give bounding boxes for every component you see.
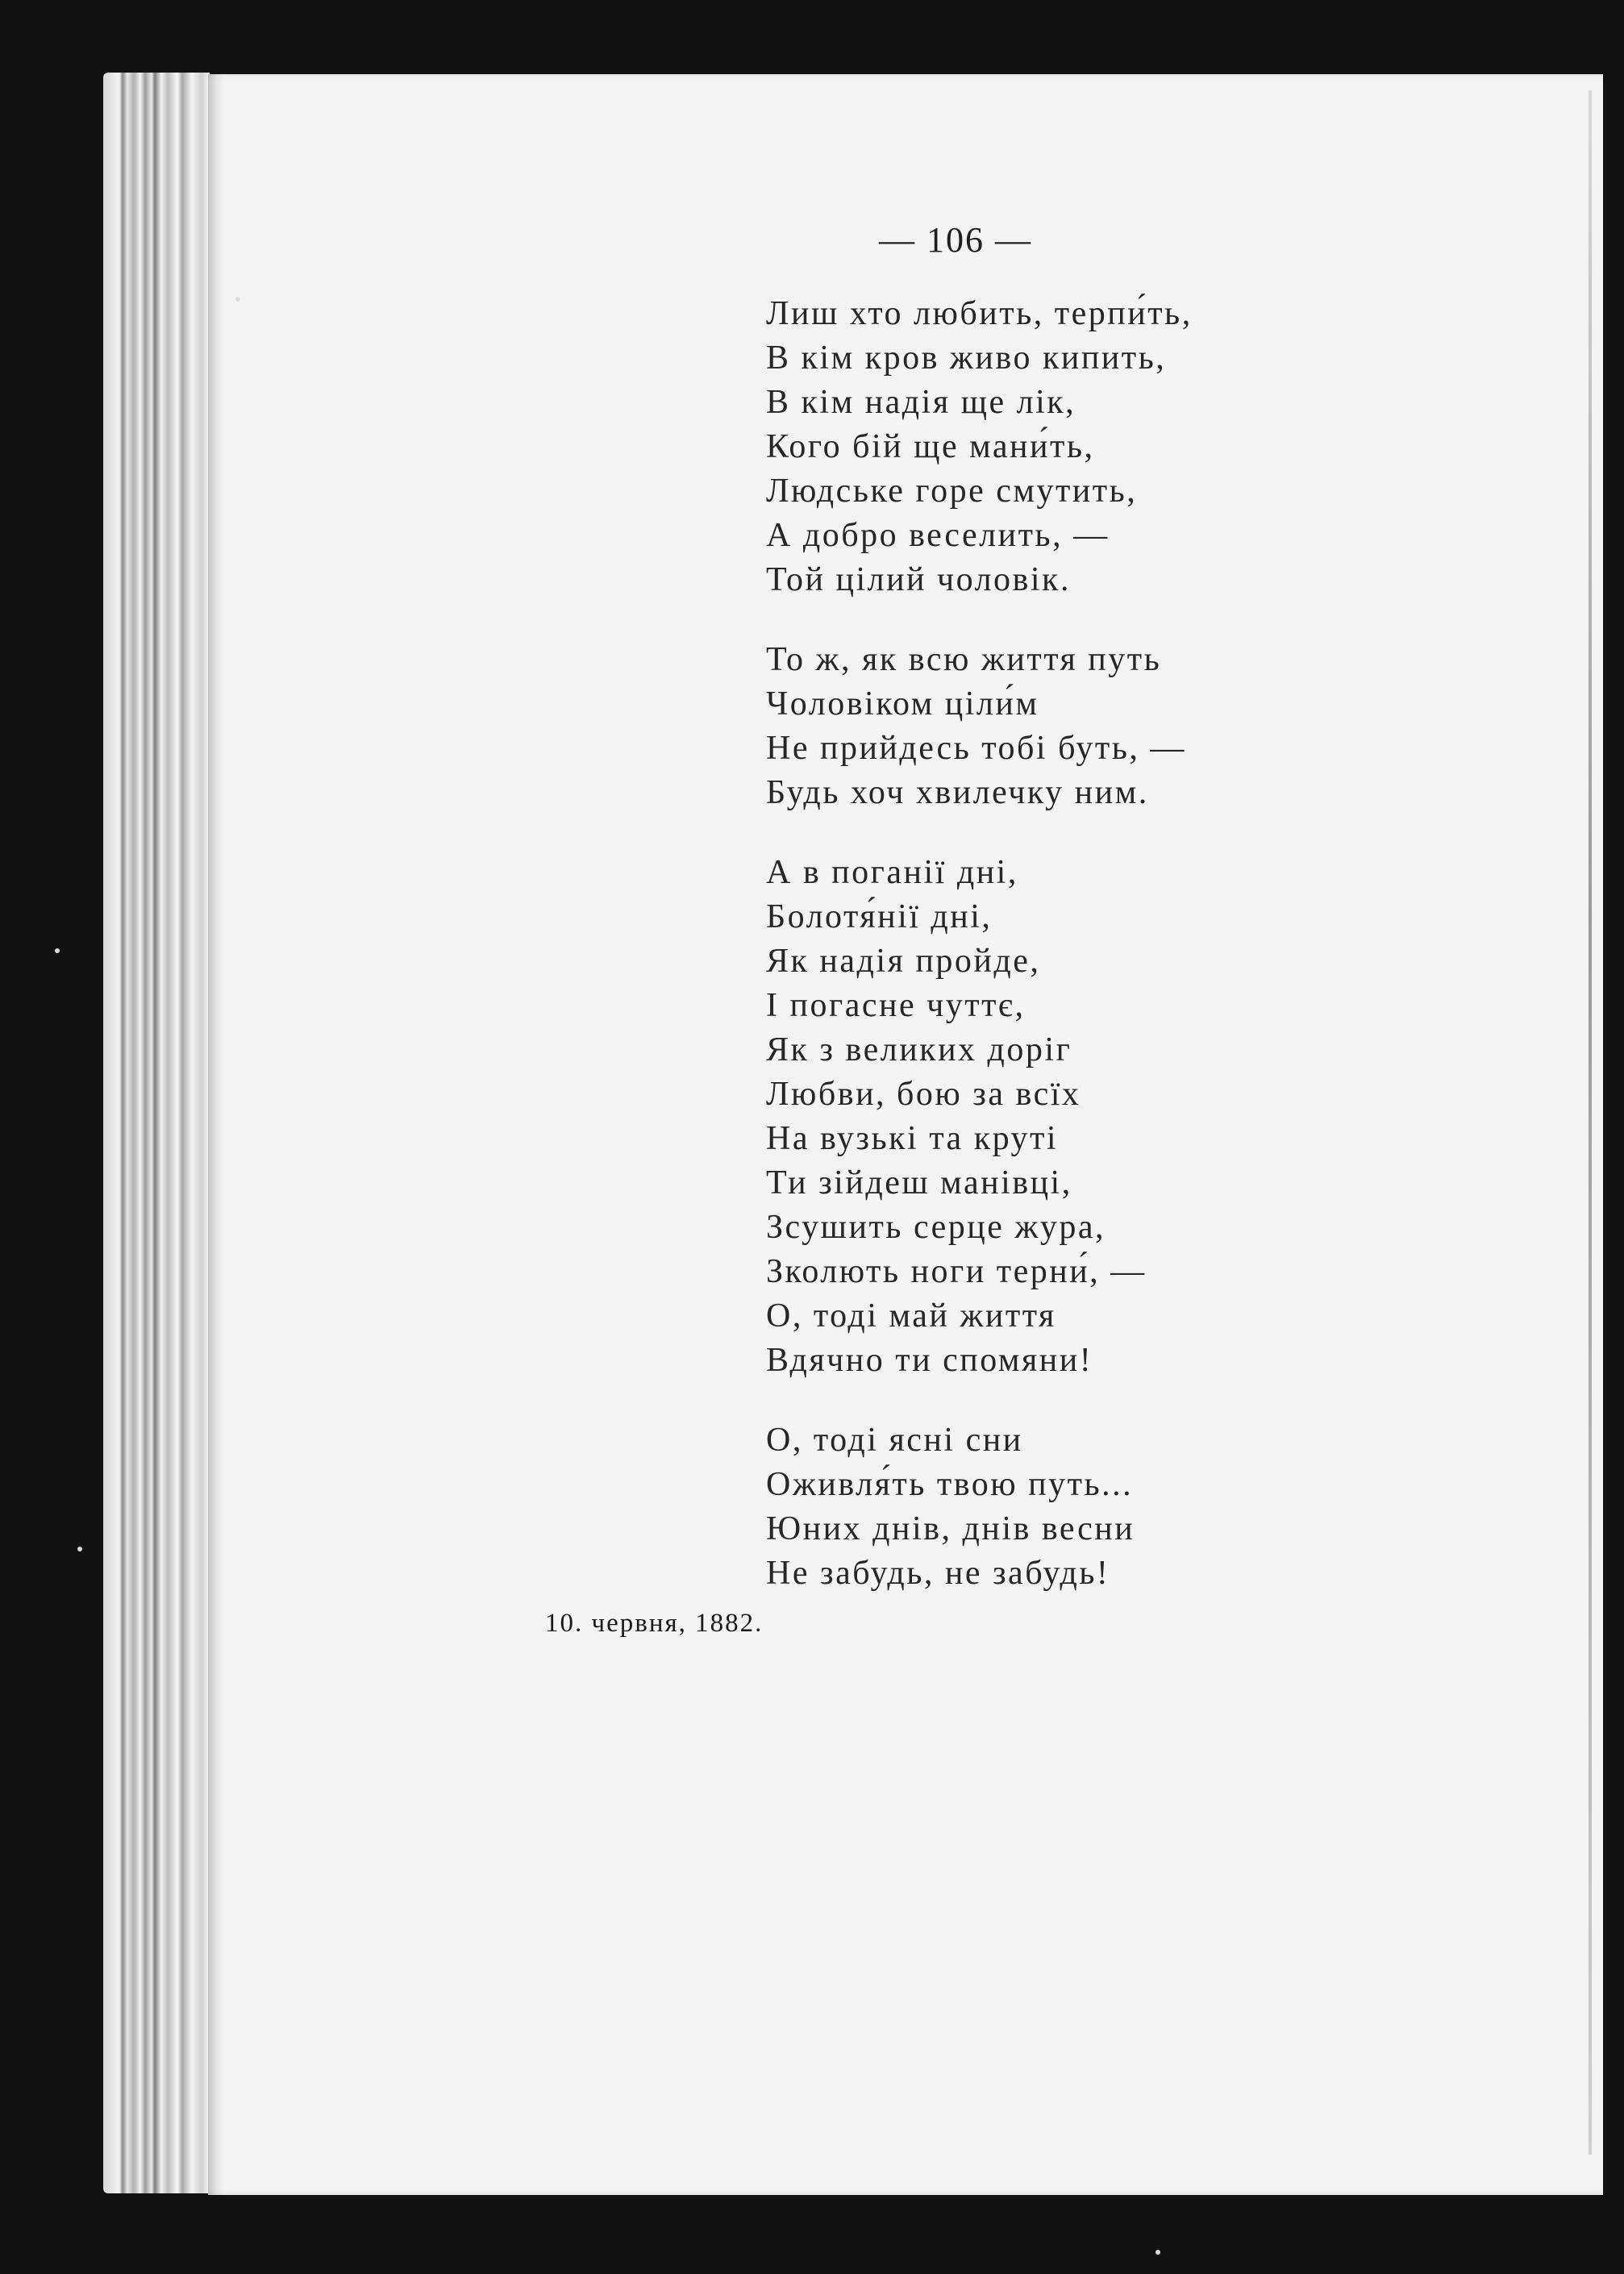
poem-line: Чоловіком ціли́м [766,685,1039,723]
poem-line: Будь хоч хвилечку ним. [766,774,1149,811]
book-page-edges [103,73,210,2193]
poem-line: Кого бій ще мани́ть, [766,428,1095,465]
stanza-4 [766,1418,1572,1596]
poem-line: А добро веселить, — [766,517,1110,554]
stanza-2 [766,638,1572,815]
poem-line: О, тоді май життя [766,1297,1056,1335]
poem-line: В кім кров живо кипить, [766,339,1167,377]
page-right-edge [1589,90,1592,2155]
poem-line: О, тоді ясні сни [766,1422,1023,1459]
scan-speck [1156,2250,1160,2255]
poem-line: На вузькі та круті [766,1120,1059,1157]
poem-line: Вдячно ти спомяни! [766,1342,1093,1379]
poem-line: То ж, як всю життя путь [766,641,1162,678]
poem-line: Людське горе смутить, [766,473,1138,510]
poem-line: І погасне чуттє, [766,987,1026,1024]
stanza-3 [766,851,1572,1383]
poem-line: В кім надія ще лік, [766,384,1076,421]
poem-line: Любви, бою за всїх [766,1076,1081,1113]
stanza-1 [766,292,1572,602]
poem-line: Зсушить серце жура, [766,1209,1106,1246]
page-number: — 106 — [879,220,1032,260]
poem [766,292,1572,1631]
poem-line: Болотя́нії дні, [766,898,993,935]
poem-line: Не прийдесь тобі буть, — [766,730,1186,767]
poem-line: Як надія пройде, [766,943,1041,980]
poem-line: Лиш хто любить, терпи́ть, [766,295,1193,332]
poem-line: Ти зійдеш манівці, [766,1164,1072,1202]
poem-line: Оживля́ть твою путь... [766,1466,1134,1503]
poem-line: Той цілий чоловік. [766,561,1071,598]
poem-line: А в поганії дні, [766,854,1018,891]
scan-speck [77,1547,82,1551]
poem-line: Зколють ноги терни́, — [766,1253,1147,1290]
scan-speck [55,948,60,953]
poem-line: Не забудь, не забудь! [766,1555,1110,1592]
poem-dateline: 10. червня, 1882. [545,1609,764,1638]
poem-line: Юних днів, днів весни [766,1510,1135,1547]
scan-speck [235,297,240,302]
poem-line: Як з великих доріг [766,1031,1072,1068]
